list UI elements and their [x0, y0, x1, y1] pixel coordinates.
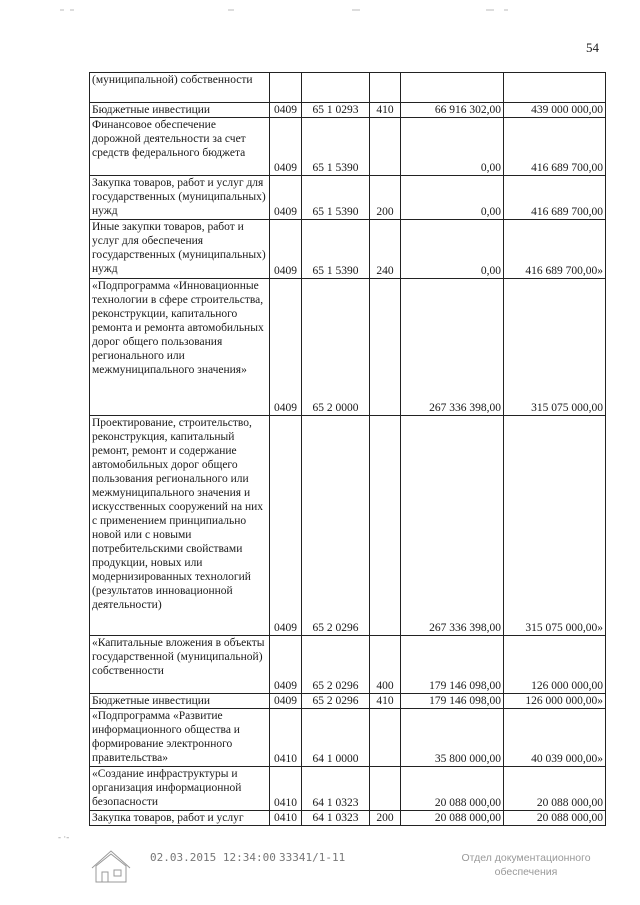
row-section: 0409 [270, 103, 302, 118]
row-sum1 [401, 73, 504, 103]
row-name: (муниципальной) собственности [90, 73, 270, 103]
row-sum1: 179 146 098,00 [401, 636, 504, 694]
row-name: Бюджетные инвестиции [90, 694, 270, 709]
row-sum2 [504, 73, 606, 103]
row-section [270, 73, 302, 103]
row-vr [370, 709, 401, 767]
row-csr: 64 1 0000 [302, 709, 370, 767]
row-vr: 200 [370, 811, 401, 826]
page-number: 54 [586, 40, 599, 55]
footer-department-line2: обеспечения [494, 866, 558, 878]
footer-doc-code: 33341/1-11 [279, 851, 346, 864]
row-csr: 65 2 0000 [302, 279, 370, 416]
row-csr: 65 1 5390 [302, 176, 370, 220]
scan-top-marks [0, 6, 640, 14]
row-name: «Подпрограмма «Развитие информационного общества и формирование электронного правительства» [90, 709, 270, 767]
row-sum2: 40 039 000,00» [504, 709, 606, 767]
table-row [90, 279, 606, 416]
row-sum1: 20 088 000,00 [401, 767, 504, 811]
row-csr: 65 1 5390 [302, 118, 370, 176]
row-sum2: 315 075 000,00 [504, 279, 606, 416]
table-row [90, 709, 606, 767]
row-section: 0410 [270, 811, 302, 826]
row-sum2: 439 000 000,00 [504, 103, 606, 118]
row-csr: 65 2 0296 [302, 416, 370, 636]
row-sum2: 20 088 000,00 [504, 811, 606, 826]
row-section: 0409 [270, 176, 302, 220]
row-vr: 410 [370, 694, 401, 709]
table-row [90, 767, 606, 811]
row-sum1: 267 336 398,00 [401, 279, 504, 416]
row-csr: 65 2 0296 [302, 694, 370, 709]
table-row [90, 118, 606, 176]
row-name: «Капитальные вложения в объекты государственной (муниципальной) собственности [90, 636, 270, 694]
row-vr: 240 [370, 220, 401, 279]
row-name: Бюджетные инвестиции [90, 103, 270, 118]
row-sum2: 20 088 000,00 [504, 767, 606, 811]
table-row [90, 811, 606, 826]
row-sum1: 0,00 [401, 118, 504, 176]
row-csr: 65 2 0296 [302, 636, 370, 694]
row-sum2: 416 689 700,00 [504, 118, 606, 176]
table-row [90, 416, 606, 636]
row-csr [302, 73, 370, 103]
row-sum2: 126 000 000,00» [504, 694, 606, 709]
row-sum1: 179 146 098,00 [401, 694, 504, 709]
row-vr: 200 [370, 176, 401, 220]
row-vr [370, 416, 401, 636]
row-csr: 64 1 0323 [302, 811, 370, 826]
row-vr: 410 [370, 103, 401, 118]
house-logo-icon [90, 846, 132, 886]
row-sum1: 0,00 [401, 176, 504, 220]
table-row [90, 176, 606, 220]
row-vr [370, 118, 401, 176]
row-sum1: 66 916 302,00 [401, 103, 504, 118]
row-section: 0409 [270, 279, 302, 416]
row-section: 0410 [270, 709, 302, 767]
budget-table-body [90, 73, 606, 826]
row-vr [370, 279, 401, 416]
scan-margin-mark: ‑ ·‑ [58, 832, 70, 842]
footer-department-line1: Отдел документационного [461, 852, 591, 864]
row-name: Финансовое обеспечение дорожной деятельности за счет средств федерального бюджета [90, 118, 270, 176]
row-sum2: 416 689 700,00» [504, 220, 606, 279]
row-sum1: 20 088 000,00 [401, 811, 504, 826]
row-sum2: 315 075 000,00» [504, 416, 606, 636]
row-name: Иные закупки товаров, работ и услуг для обеспечения государственных (муниципальных) нужд [90, 220, 270, 279]
footer-timestamp: 02.03.2015 12:34:00 [150, 851, 276, 864]
row-name: Проектирование, строительство, реконструкция, капитальный ремонт, ремонт и содержание автомобильных дорог общего пользования регионального или межмуниципального значения и искусственных сооружений на них с применением принципиально новой или с новыми потребительскими свойствами продукции, новых или модернизированных технологий (результатов инновационной деятельности) [90, 416, 270, 636]
row-name: Закупка товаров, работ и услуг для государственных (муниципальных) нужд [90, 176, 270, 220]
row-vr: 400 [370, 636, 401, 694]
row-sum2: 416 689 700,00 [504, 176, 606, 220]
row-name: Закупка товаров, работ и услуг [90, 811, 270, 826]
budget-table [89, 72, 606, 826]
row-vr [370, 767, 401, 811]
row-sum1: 267 336 398,00 [401, 416, 504, 636]
row-sum1: 35 800 000,00 [401, 709, 504, 767]
table-row [90, 220, 606, 279]
row-vr [370, 73, 401, 103]
row-section: 0409 [270, 220, 302, 279]
row-csr: 64 1 0323 [302, 767, 370, 811]
row-section: 0409 [270, 416, 302, 636]
row-name: «Подпрограмма «Инновационные технологии в сфере строительства, реконструкции, капитального ремонта и ремонта автомобильных дорог общего пользования регионального или межмуниципального значения» [90, 279, 270, 416]
row-sum1: 0,00 [401, 220, 504, 279]
table-row [90, 103, 606, 118]
row-section: 0410 [270, 767, 302, 811]
row-csr: 65 1 0293 [302, 103, 370, 118]
table-row [90, 73, 606, 103]
table-row [90, 694, 606, 709]
row-section: 0409 [270, 694, 302, 709]
row-sum2: 126 000 000,00 [504, 636, 606, 694]
table-row [90, 636, 606, 694]
row-csr: 65 1 5390 [302, 220, 370, 279]
footer-department [446, 851, 606, 879]
row-name: «Создание инфраструктуры и организация информационной безопасности [90, 767, 270, 811]
row-section: 0409 [270, 118, 302, 176]
row-section: 0409 [270, 636, 302, 694]
